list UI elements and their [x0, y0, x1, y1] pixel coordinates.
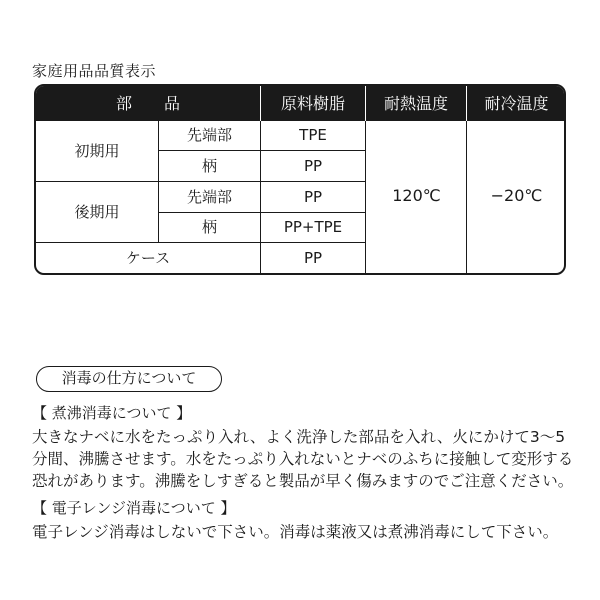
- header-cold: 耐冷温度: [484, 94, 549, 113]
- header-heat: 耐熱温度: [383, 94, 448, 113]
- table-caption: 家庭用品品質表示: [32, 62, 157, 80]
- material-cell: PP+TPE: [283, 218, 343, 236]
- quality-table: [34, 84, 566, 275]
- part-cell: 先端部: [186, 188, 232, 206]
- part-cell: 先端部: [186, 126, 232, 144]
- boiling-text-line: 分間、沸騰させます。水をたっぷり入れないとナベのふちに接触して変形する: [32, 450, 574, 468]
- material-cell: PP: [303, 188, 323, 206]
- part-cell: 柄: [201, 218, 217, 236]
- heat-value: 120℃: [392, 186, 441, 205]
- table-header: [36, 86, 564, 121]
- header-part: 部 品: [115, 94, 180, 113]
- material-cell: PP: [303, 249, 323, 267]
- boiling-heading: 【 煮沸消毒について 】: [32, 404, 192, 422]
- boiling-text-line: 大きなナベに水をたっぷり入れ、よく洗浄した部品を入れ、火にかけて3〜5: [32, 428, 566, 446]
- material-cell: TPE: [299, 126, 327, 144]
- part-cell: 柄: [201, 157, 217, 175]
- boiling-text-line: 恐れがあります。沸騰をしすぎると製品が早く傷みますのでご注意ください。: [32, 472, 574, 490]
- group-late: 後期用: [74, 203, 120, 221]
- header-material: 原料樹脂: [280, 94, 345, 113]
- microwave-text-line: 電子レンジ消毒はしないで下さい。消毒は薬液又は煮沸消毒にして下さい。: [32, 523, 559, 541]
- material-cell: PP: [303, 157, 323, 175]
- group-case: ケース: [125, 249, 171, 267]
- group-early: 初期用: [74, 142, 120, 160]
- cold-value: −20℃: [490, 186, 543, 205]
- microwave-heading: 【 電子レンジ消毒について 】: [32, 499, 236, 517]
- grid-line: [365, 121, 366, 275]
- disinfection-title: 消毒の仕方について: [36, 366, 222, 392]
